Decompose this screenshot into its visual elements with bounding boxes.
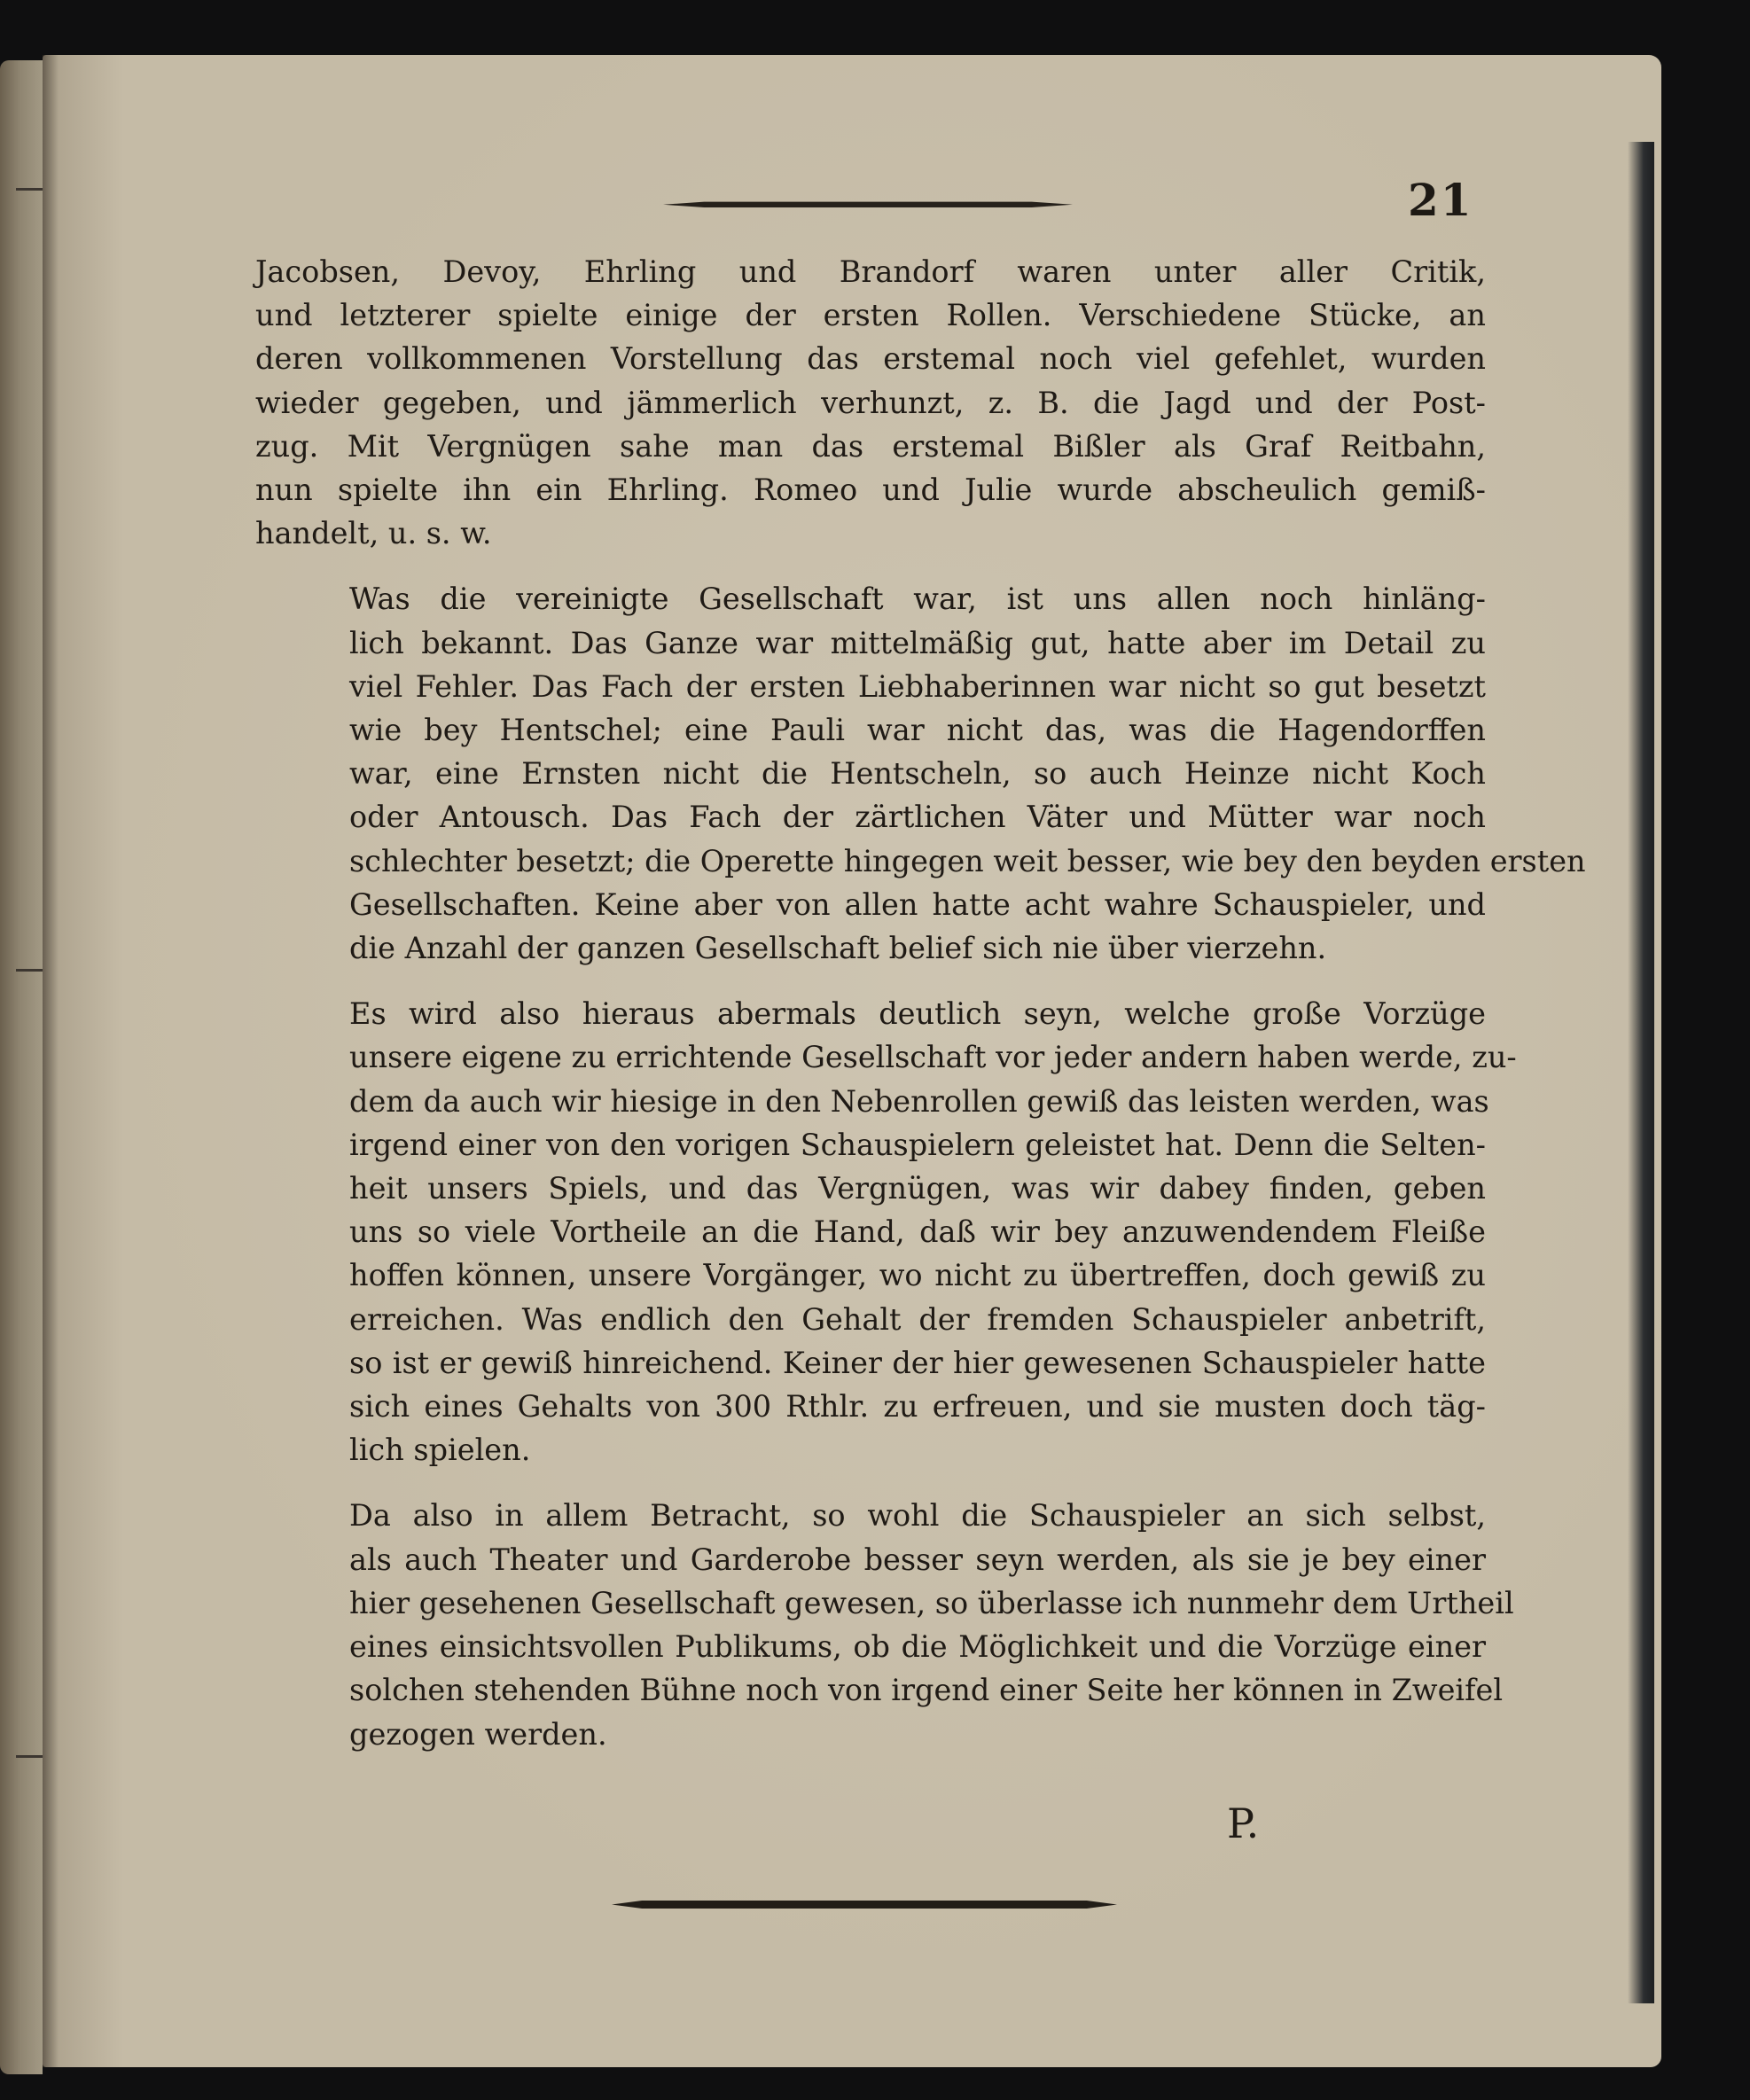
text-line: eines einsichtsvollen Publikums, ob die Möglichkeit und die Vorzüge einer <box>349 1629 1486 1665</box>
text-line: sich eines Gehalts von 300 Rthlr. zu erfreuen, und sie musten doch täg- <box>349 1389 1486 1425</box>
previous-page-edge <box>0 60 43 2074</box>
text-line: die Anzahl der ganzen Gesellschaft belief sich nie über vierzehn. <box>349 931 1327 966</box>
end-rule <box>612 1901 1117 1909</box>
page-number: 21 <box>1408 174 1473 226</box>
text-line: deren vollkommenen Vorstellung das erstemal noch viel gefehlet, wurden <box>255 341 1486 377</box>
text-line: lich spielen. <box>349 1433 531 1468</box>
text-line: Es wird also hieraus abermals deutlich seyn, welche große Vorzüge <box>349 996 1486 1032</box>
page-edge-shadow <box>1628 142 1654 2003</box>
text-line: wie bey Hentschel; eine Pauli war nicht das, was die Hagendorffen <box>349 713 1486 748</box>
text-line: wieder gegeben, und jämmerlich verhunzt, z. B. die Jagd und der Post- <box>255 385 1486 420</box>
paragraph <box>255 250 1486 555</box>
text-line: lich bekannt. Das Ganze war mittelmäßig gut, hatte aber im Detail zu <box>349 625 1486 660</box>
text-line: uns so viele Vortheile an die Hand, daß wir bey anzuwendendem Fleiße <box>349 1214 1486 1250</box>
text-line: schlechter besetzt; die Operette hingegen weit besser, wie bey den beyden ersten <box>349 843 1586 878</box>
text-line: so ist er gewiß hinreichend. Keiner der hier gewesenen Schauspieler hatte <box>349 1345 1486 1380</box>
text-line: Was die vereinigte Gesellschaft war, ist uns allen noch hinläng- <box>349 582 1486 617</box>
body-text <box>255 250 1586 1756</box>
text-line: Jacobsen, Devoy, Ehrling und Brandorf waren unter aller Critik, <box>255 254 1486 289</box>
text-line: Gesellschaften. Keine aber von allen hatte acht wahre Schauspieler, und <box>349 886 1486 922</box>
paragraph <box>255 992 1517 1472</box>
text-line: unsere eigene zu errichtende Gesellschaft vor jeder andern haben werde, zu- <box>349 1040 1517 1075</box>
text-line: hier gesehenen Gesellschaft gewesen, so überlasse ich nunmehr dem Urtheil <box>349 1585 1514 1620</box>
text-line: nun spielte ihn ein Ehrling. Romeo und Julie wurde abscheulich gemiß- <box>255 472 1486 508</box>
text-line: viel Fehler. Das Fach der ersten Liebhaberinnen war nicht so gut besetzt <box>349 668 1486 704</box>
spine-shadow <box>43 55 59 2067</box>
text-line: war, eine Ernsten nicht die Hentscheln, so auch Heinze nicht Koch <box>349 756 1486 792</box>
paragraph <box>255 577 1586 970</box>
text-line: als auch Theater und Garderobe besser seyn werden, als sie je bey einer <box>349 1542 1486 1577</box>
paragraph <box>255 1494 1514 1755</box>
text-line: und letzterer spielte einige der ersten Rollen. Verschiedene Stücke, an <box>255 298 1486 333</box>
text-line: erreichen. Was endlich den Gehalt der fremden Schauspieler anbetrift, <box>349 1301 1486 1337</box>
signature: P. <box>1227 1799 1260 1847</box>
text-line: oder Antousch. Das Fach der zärtlichen Väter und Mütter war noch <box>349 800 1486 835</box>
text-line: gezogen werden. <box>349 1716 607 1752</box>
text-line: heit unsers Spiels, und das Vergnügen, was wir dabey finden, geben <box>349 1171 1486 1206</box>
text-line: dem da auch wir hiesige in den Nebenrollen gewiß das leisten werden, was <box>349 1083 1489 1119</box>
text-line: zug. Mit Vergnügen sahe man das erstemal Bißler als Graf Reitbahn, <box>255 428 1486 464</box>
text-line: irgend einer von den vorigen Schauspielern geleistet hat. Denn die Selten- <box>349 1127 1486 1162</box>
text-line: handelt, u. s. w. <box>255 516 492 551</box>
text-line: Da also in allem Betracht, so wohl die Schauspieler an sich selbst, <box>349 1498 1486 1534</box>
text-line: solchen stehenden Bühne noch von irgend einer Seite her können in Zweifel <box>349 1673 1504 1708</box>
text-line: hoffen können, unsere Vorgänger, wo nicht zu übertreffen, doch gewiß zu <box>349 1258 1486 1293</box>
